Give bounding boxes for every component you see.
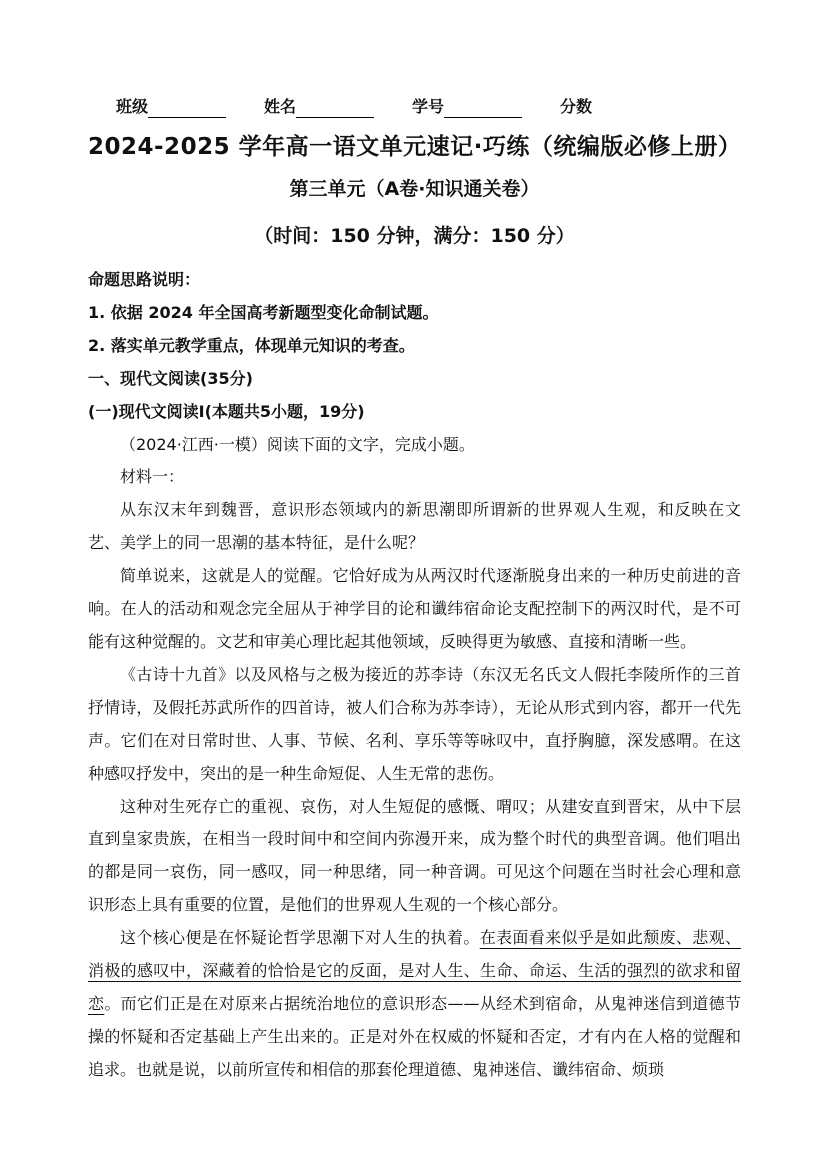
intro-item-2: 2. 落实单元教学重点，体现单元知识的考查。: [88, 335, 415, 355]
name-label: 姓名: [264, 97, 297, 116]
paragraph-5-plain-end: 。而它们正是在对原来占据统治地位的意识形态——从经术到宿命，从鬼神迷信到道德节操的怀疑和否定基础上产生出来的。正是对外在权威的怀疑和否定，才有内在人格的觉醒和追求。也就是说，以前所宣传和相信的那套伦理道德、鬼神迷信、谶纬宿命、烦琐: [88, 993, 741, 1079]
header-field-student-id: [412, 96, 522, 118]
intro-heading: 命题思路说明：: [88, 270, 201, 289]
material-paragraph-3: 《古诗十九首》以及风格与之极为接近的苏李诗（东汉无名氏文人假托李陵所作的三首抒情诗，及假托苏武所作的四首诗，被人们合称为苏李诗），无论从形式到内容，都开一代先声。它们在对日常时世、人事、节候、名利、享乐等等咏叹中，直抒胸臆，深发感喟。在这种感叹抒发中，突出的是一种生命短促、人生无常的悲伤。: [88, 664, 741, 783]
student-id-blank-line: [444, 99, 522, 118]
section-heading-modern-reading: 一、现代文阅读(35分): [88, 368, 253, 388]
material-paragraph-4: 这种对生死存亡的重视、哀伤，对人生短促的感慨、喟叹；从建安直到晋宋，从中下层直到皇家贵族，在相当一段时间中和空间内弥漫开来，成为整个时代的典型音调。他们唱出的都是同一哀伤，同一感叹，同一种思绪，同一种音调。可见这个问题在当时社会心理和意识形态上具有重要的位置，是他们的世界观人生观的一个核心部分。: [88, 796, 741, 915]
header-field-class: [116, 96, 226, 118]
subsection-heading-reading-one: (一)现代文阅读Ⅰ(本题共5小题，19分): [88, 401, 365, 421]
header-field-score: [560, 96, 592, 118]
class-blank-line: [148, 99, 226, 118]
material-paragraph-5: [88, 922, 741, 1087]
student-info-row: [116, 96, 741, 118]
material-paragraph-2: 简单说来，这就是人的觉醒。它恰好成为从两汉时代逐渐脱身出来的一种历史前进的音响。在人的活动和观念完全屈从于神学目的论和谶纬宿命论支配控制下的两汉时代，是不可能有这种觉醒的。文艺和审美心理比起其他领域，反映得更为敏感、直接和清晰一些。: [88, 566, 741, 651]
student-id-label: 学号: [412, 97, 445, 116]
paragraph-5-underlined-sentence: 在表面看来似乎是如此颓废、悲观、消极的感叹中，深藏着的恰恰是它的反面，是对人生、生命、命运、生活的强烈的欲求和留恋: [88, 928, 741, 1013]
class-label: 班级: [116, 97, 149, 116]
intro-item-1: 1. 依据 2024 年全国高考新题型变化命制试题。: [88, 302, 439, 322]
material-one-label: 材料一：: [120, 467, 185, 487]
paragraph-5-plain-start: 这个核心便是在怀疑论哲学思潮下对人生的执着。: [120, 928, 480, 948]
unit-subtitle: 第三单元（A卷·知识通关卷）: [289, 178, 540, 200]
material-paragraph-1: 从东汉末年到魏晋，意识形态领域内的新思潮即所谓新的世界观人生观，和反映在文艺、美学上的同一思潮的基本特征，是什么呢？: [88, 500, 741, 553]
name-blank-line: [296, 99, 374, 118]
score-label: 分数: [560, 97, 593, 116]
exam-time-score-info: （时间：150 分钟，满分：150 分）: [254, 225, 575, 247]
document-title: 2024-2025 学年高一语文单元速记·巧练（统编版必修上册）: [88, 134, 742, 160]
source-note: （2024·江西·一模）阅读下面的文字，完成小题。: [120, 434, 475, 454]
header-field-name: [264, 96, 374, 118]
